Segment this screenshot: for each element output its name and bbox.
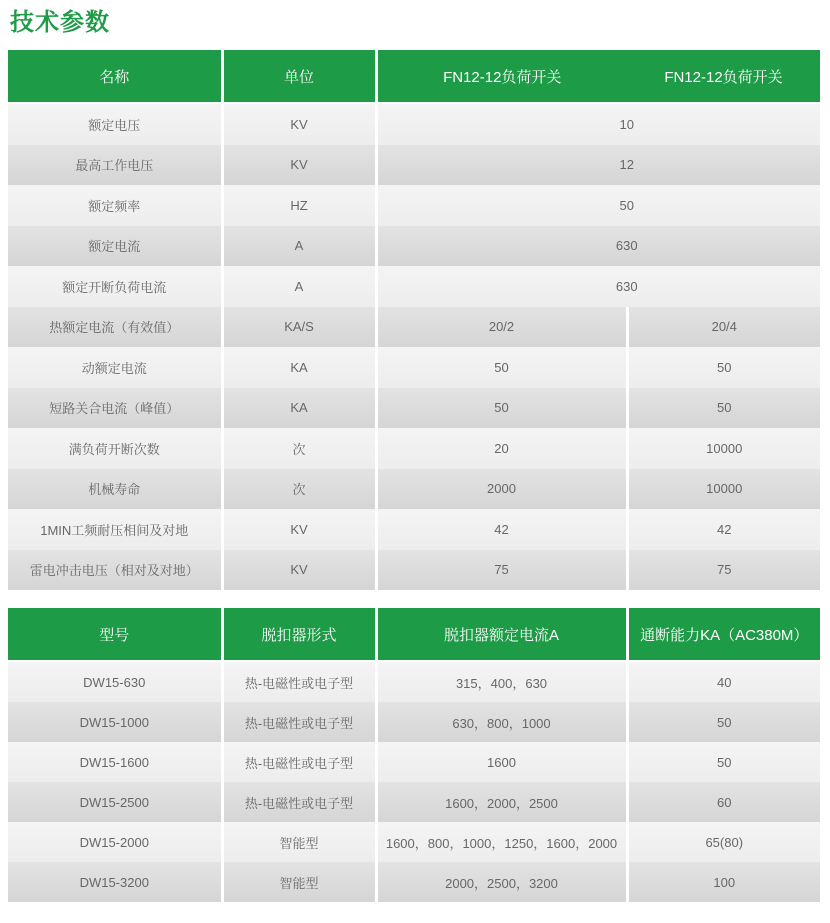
column-header-capacity: 通断能力KA（AC380M） xyxy=(627,608,820,661)
table-row xyxy=(8,661,820,702)
capacity-cell: 65(80) xyxy=(627,822,820,862)
unit-cell: KA xyxy=(222,388,376,429)
current-cell: 1600，800，1000，1250，1600，2000 xyxy=(376,822,627,862)
unit-cell: KV xyxy=(222,509,376,550)
param-name-cell: 额定开断负荷电流 xyxy=(8,266,222,307)
value-cell-merged: 12 xyxy=(376,145,820,186)
value-cell: 50 xyxy=(376,347,627,388)
table-row xyxy=(8,103,820,145)
model-cell: DW15-2500 xyxy=(8,782,222,822)
model-cell: DW15-2000 xyxy=(8,822,222,862)
spec-table-models xyxy=(8,608,820,902)
value-cell-merged: 10 xyxy=(376,103,820,145)
unit-cell: KV xyxy=(222,550,376,591)
current-cell: 630，800，1000 xyxy=(376,702,627,742)
capacity-cell: 100 xyxy=(627,862,820,902)
param-name-cell: 动额定电流 xyxy=(8,347,222,388)
table-row xyxy=(8,469,820,510)
table-row xyxy=(8,550,820,591)
value-cell: 20 xyxy=(376,428,627,469)
current-cell: 1600 xyxy=(376,742,627,782)
table-row xyxy=(8,782,820,822)
spec-table-switch xyxy=(8,50,820,590)
table-row xyxy=(8,509,820,550)
param-name-cell: 1MIN工频耐压相间及对地 xyxy=(8,509,222,550)
unit-cell: KA/S xyxy=(222,307,376,348)
value-cell: 50 xyxy=(627,347,820,388)
value-cell: 2000 xyxy=(376,469,627,510)
unit-cell: KA xyxy=(222,347,376,388)
form-cell: 热-电磁性或电子型 xyxy=(222,742,376,782)
value-cell: 50 xyxy=(627,388,820,429)
param-name-cell: 热额定电流（有效值） xyxy=(8,307,222,348)
model-cell: DW15-1600 xyxy=(8,742,222,782)
param-name-cell: 额定电压 xyxy=(8,103,222,145)
form-cell: 热-电磁性或电子型 xyxy=(222,782,376,822)
column-header-fn12-a: FN12-12负荷开关 xyxy=(376,50,627,103)
value-cell: 50 xyxy=(376,388,627,429)
unit-cell: A xyxy=(222,226,376,267)
form-cell: 热-电磁性或电子型 xyxy=(222,702,376,742)
param-name-cell: 雷电冲击电压（相对及对地） xyxy=(8,550,222,591)
table-header-row xyxy=(8,50,820,103)
value-cell: 75 xyxy=(376,550,627,591)
value-cell-merged: 630 xyxy=(376,266,820,307)
unit-cell: KV xyxy=(222,145,376,186)
param-name-cell: 最高工作电压 xyxy=(8,145,222,186)
capacity-cell: 60 xyxy=(627,782,820,822)
value-cell: 42 xyxy=(627,509,820,550)
column-header-name: 名称 xyxy=(8,50,222,103)
unit-cell: KV xyxy=(222,103,376,145)
table-row xyxy=(8,388,820,429)
current-cell: 2000，2500，3200 xyxy=(376,862,627,902)
capacity-cell: 40 xyxy=(627,661,820,702)
model-cell: DW15-1000 xyxy=(8,702,222,742)
value-cell: 75 xyxy=(627,550,820,591)
spec-page xyxy=(0,9,830,902)
table-row xyxy=(8,822,820,862)
table-row xyxy=(8,226,820,267)
value-cell-merged: 630 xyxy=(376,226,820,267)
value-cell: 20/4 xyxy=(627,307,820,348)
unit-cell: 次 xyxy=(222,469,376,510)
param-name-cell: 机械寿命 xyxy=(8,469,222,510)
table-row xyxy=(8,185,820,226)
unit-cell: 次 xyxy=(222,428,376,469)
table-row xyxy=(8,702,820,742)
column-header-model: 型号 xyxy=(8,608,222,661)
value-cell-merged: 50 xyxy=(376,185,820,226)
table-row xyxy=(8,428,820,469)
current-cell: 1600，2000，2500 xyxy=(376,782,627,822)
table-header-row xyxy=(8,608,820,661)
unit-cell: HZ xyxy=(222,185,376,226)
value-cell: 10000 xyxy=(627,428,820,469)
form-cell: 智能型 xyxy=(222,822,376,862)
table-row xyxy=(8,742,820,782)
column-header-fn12-b: FN12-12负荷开关 xyxy=(627,50,820,103)
model-cell: DW15-630 xyxy=(8,661,222,702)
page-title: 技术参数 xyxy=(10,9,110,36)
form-cell: 智能型 xyxy=(222,862,376,902)
column-header-unit: 单位 xyxy=(222,50,376,103)
table-row xyxy=(8,307,820,348)
value-cell: 42 xyxy=(376,509,627,550)
capacity-cell: 50 xyxy=(627,742,820,782)
table-row xyxy=(8,347,820,388)
value-cell: 20/2 xyxy=(376,307,627,348)
param-name-cell: 短路关合电流（峰值） xyxy=(8,388,222,429)
current-cell: 315，400，630 xyxy=(376,661,627,702)
model-cell: DW15-3200 xyxy=(8,862,222,902)
column-header-form: 脱扣器形式 xyxy=(222,608,376,661)
table-row xyxy=(8,862,820,902)
param-name-cell: 额定频率 xyxy=(8,185,222,226)
value-cell: 10000 xyxy=(627,469,820,510)
form-cell: 热-电磁性或电子型 xyxy=(222,661,376,702)
column-header-current: 脱扣器额定电流A xyxy=(376,608,627,661)
param-name-cell: 额定电流 xyxy=(8,226,222,267)
unit-cell: A xyxy=(222,266,376,307)
table-row xyxy=(8,145,820,186)
table-row xyxy=(8,266,820,307)
param-name-cell: 满负荷开断次数 xyxy=(8,428,222,469)
capacity-cell: 50 xyxy=(627,702,820,742)
